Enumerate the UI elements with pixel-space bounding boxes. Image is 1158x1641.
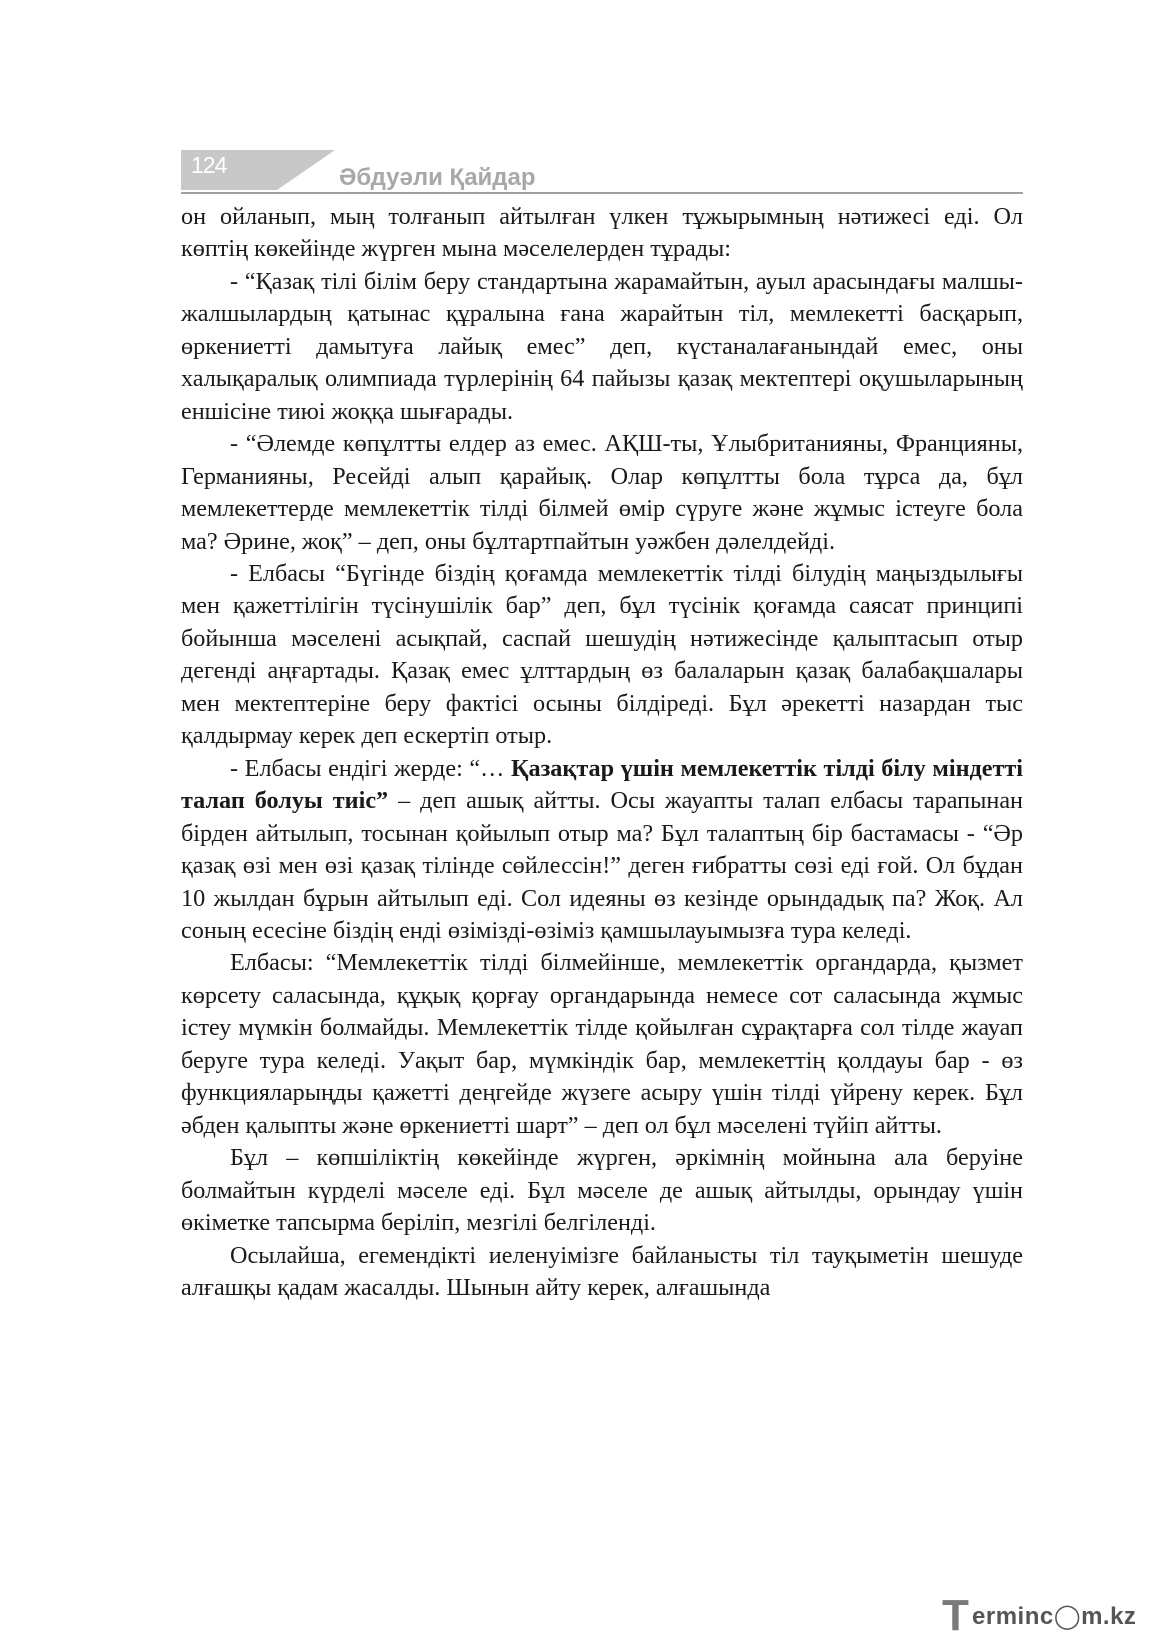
paragraph: Бұл – көпшіліктің көкейінде жүрген, әркімнің мойнына ала беруіне болмайтын күрделі мәселе еді. Бұл мәселе де ашық айтылды, орындау үшін өкіметке тапсырма беріліп, мезгілі белгіленді. (181, 1144, 1023, 1237)
body-text (181, 201, 1023, 1304)
running-head-author: Әбдуәли Қайдар (339, 164, 536, 191)
paragraph: - “Қазақ тілі білім беру стандартына жарамайтын, ауыл арасындағы малшы-жалшылардың қатынас құралына ғана жарайтын тіл, мемлекетті басқарып, өркениетті дамытуға лайық емес” деп, күстаналағанындай емес, оны халықаралық олимпиада түрлерінің 64 пайызы қазақ мектептері оқушыларының еншісіне тиюі жоққа шығарады. (181, 267, 1023, 425)
watermark-text: erminc◯m.kz (972, 1603, 1137, 1630)
page-number-tab-wedge (277, 150, 335, 190)
paragraph (181, 753, 1023, 948)
termincom-watermark (942, 1591, 1142, 1640)
bold-quote: Қазақтар үшін мемлекеттік тілді білу міндетті талап болуы тиіс” (181, 754, 1023, 815)
paragraph: он ойланып, мың толғанып айтылған үлкен тұжырымның нәтижесі еді. Ол көптің көкейінде жүрген мына мәселелерден тұрады: (181, 203, 1023, 263)
paragraph: Елбасы: “Мемлекеттік тілді білмейінше, мемлекеттік органдарда, қызмет көрсету саласында, құқық қорғау органдарында немесе сот саласында жұмыс істеу мүмкін болмайды. Мемлекеттік тілде қойылған сұрақтарға сол тілде жауап беруге тура келеді. Уақыт бар, мүмкіндік бар, мемлекеттің қолдауы бар - өз функцияларыңды қажетті деңгейде жүзеге асыру үшін тілді үйрену керек. Бұл әбден қалыпты және өркениетті шарт” – деп ол бұл мәселені түйіп айтты. (181, 949, 1023, 1139)
page-header (181, 150, 1023, 194)
header-rule (181, 192, 1023, 194)
paragraph-text: - Елбасы ендігі жерде: “… (230, 754, 511, 782)
paragraph-text: – деп ашық айтты. Осы жауапты талап елбасы тарапынан бірден айтылып, тосынан қойылып отыр ма? Бұл талаптың бір бастамасы - “Әр қазақ өзі мен өзі қазақ тілінде сөйлессін!” деген ғибратты сөзі еді ғой. Ол бұдан 10 жылдан бұрын айтылып еді. Сол идеяны өз кезінде орындадық па? Жоқ. Ал соның есесіне біздің енді өзімізді-өзіміз қамшылауымызға тура келеді. (181, 787, 1023, 944)
paragraph: - Елбасы “Бүгінде біздің қоғамда мемлекеттік тілді білудің маңыздылығы мен қажеттілігін түсінушілік бар” деп, бұл түсінік қоғамда саясат принципі бойынша мәселені асықпай, саспай шешудің нәтижесінде қалыптасып отыр дегенді аңғартады. Қазақ емес ұлттардың өз балаларын қазақ балабақшалары мен мектептеріне беру фактісі осыны білдіреді. Бұл әрекетті назардан тыс қалдырмау керек деп ескертіп отыр. (181, 559, 1023, 750)
paragraph: - “Әлемде көпұлтты елдер аз емес. АҚШ-ты, Ұлыбританияны, Францияны, Германияны, Ресейді алып қарайық. Олар көпұлтты бола тұрса да, бұл мемлекеттерде мемлекеттік тілді білмей өмір сүруге және жұмыс істеуге бола ма? Әрине, жоқ” – деп, оны бұлтартпайтын уәжбен дәлелдейді. (181, 430, 1023, 555)
watermark-t: T (942, 1591, 969, 1640)
page-number: 124 (191, 152, 227, 178)
paragraph: Осылайша, егемендікті иеленуімізге байланысты тіл тауқыметін шешуде алғашқы қадам жасалды. Шынын айту керек, алғашында (181, 1241, 1023, 1301)
